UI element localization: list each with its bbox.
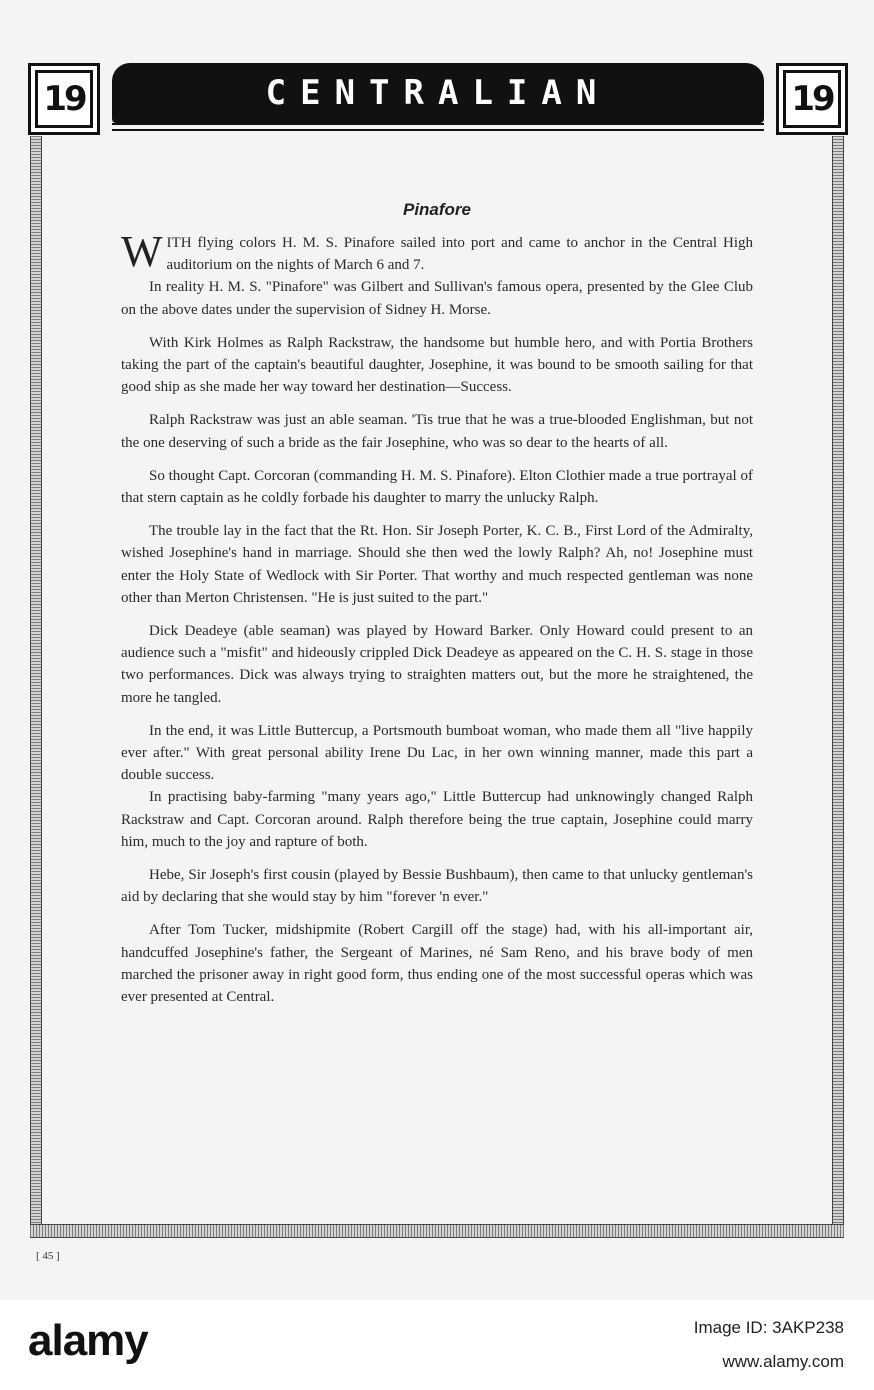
article-paragraph: Hebe, Sir Joseph's first cousin (played by Bessie Bushbaum), then came to that unlucky gentleman's aid by declaring that she would stay by him "forever 'n ever." [121,867,753,906]
article-title: Pinafore [402,200,472,219]
article-paragraph: Ralph Rackstraw was just an able seaman. 'Tis true that he was a true-blooded Englishman, but not the one deserving of such a bride as the fair Josephine, who was so dear to the hearts of all. [121,412,753,451]
banner-title: CENTRALIAN [112,63,764,123]
article-paragraph: WITH flying colors H. M. S. Pinafore sailed into port and came to anchor in the Central High auditorium on the nights of March 6 and 7. [121,227,753,276]
article-paragraph: Dick Deadeye (able seaman) was played by Howard Barker. Only Howard could present to an audience such a "misfit" and hideously crippled Dick Deadeye as appeared on the C. H. S. stage in those two performances. Dick was always trying to straighten matters out, but the more he straightened, the more he tangled. [121,623,753,706]
year-right: 19 [783,70,841,128]
banner-underline [112,123,764,131]
article-paragraph: After Tom Tucker, midshipmite (Robert Cargill off the stage) had, with his all-important air, handcuffed Josephine's father, the Sergeant of Marines, né Sam Reno, and his brave body of men marched the prisoner away in right good form, thus ending one of the most successful operas which was ever presented at Central. [121,922,753,1006]
article-paragraph: In reality H. M. S. "Pinafore" was Gilbert and Sullivan's famous opera, presented by the Glee Club on the above dates under the supervision of Sidney H. Morse. [121,279,753,318]
left-border-rule [30,136,42,1228]
article-paragraph: With Kirk Holmes as Ralph Rackstraw, the handsome but humble hero, and with Portia Brothers taking the part of the captain's beautiful daughter, Josephine, it was bound to be smooth sailing for that good ship as she made her way toward her destination—Success. [121,334,753,396]
article-paragraph: So thought Capt. Corcoran (commanding H. M. S. Pinafore). Elton Clothier made a true portrayal of that stern captain as he coldly forbade his daughter to marry the unlucky Ralph. [121,467,753,507]
right-border-rule [832,136,844,1228]
drop-cap: W [121,227,163,276]
image-id: Image ID: 3AKP238 [693,1318,844,1337]
article-paragraph: In practising baby-farming "many years ago," Little Buttercup had unknowingly changed Ralph Rackstraw and Capt. Corcoran around. Ralph therefore being the true captain, Josephine could marry him, much to the joy and rapture of both. [121,789,753,850]
article-paragraph: The trouble lay in the fact that the Rt. Hon. Sir Joseph Porter, K. C. B., First Lord of the Admiralty, wished Josephine's hand in marriage. Should she then wed the lowly Ralph? Ah, no! Josephine must enter the Holy State of Wedlock with Sir Porter. That worthy and much respected gentleman was none other than Merton Christensen. "He is just suited to the part." [121,523,753,606]
year-box-left [28,63,100,135]
article-body [121,227,753,1019]
year-box-right [776,63,848,135]
bottom-border-rule [30,1224,844,1238]
article-paragraph: In the end, it was Little Buttercup, a Portsmouth bumboat woman, who made them all "live happily ever after." With great personal ability Irene Du Lac, in her own winning manner, made this part a double success. [121,722,753,784]
page-number: [ 45 ] [36,1250,60,1262]
stock-logo: alamy [28,1316,148,1365]
year-left: 19 [35,70,93,128]
yearbook-banner [28,63,848,135]
site-url: www.alamy.com [722,1352,844,1371]
